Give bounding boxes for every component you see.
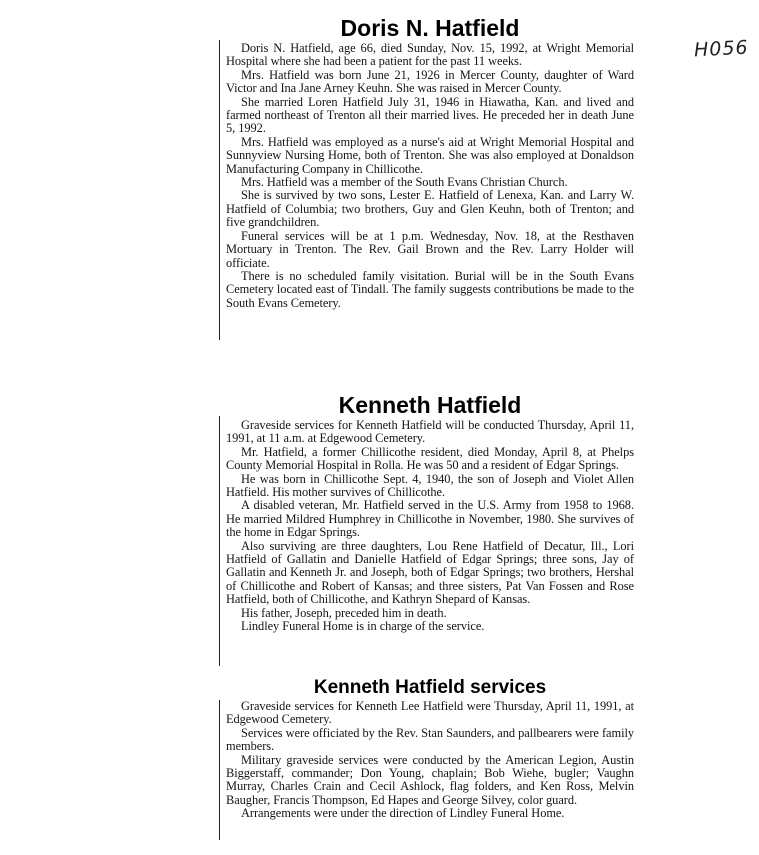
headline: Kenneth Hatfield <box>338 392 522 418</box>
paragraph: Graveside services for Kenneth Lee Hatfield were Thursday, April 11, 1991, at Edgewood Cemetery. <box>226 699 634 727</box>
headline: Doris N. Hatfield <box>340 15 520 41</box>
paragraph: Lindley Funeral Home is in charge of the service. <box>241 619 485 634</box>
paragraph: Doris N. Hatfield, age 66, died Sunday, Nov. 15, 1992, at Wright Memorial Hospital where she had been a patient for the past 11 weeks. <box>226 41 634 69</box>
column-rule <box>219 40 220 340</box>
kenneth-hatfield-services-notice <box>226 676 634 821</box>
paragraph: Mrs. Hatfield was a member of the South Evans Christian Church. <box>241 175 568 190</box>
paragraph: Graveside services for Kenneth Hatfield will be conducted Thursday, April 11, 1991, at 11 a.m. at Edgewood Cemetery. <box>226 418 634 446</box>
paragraph: Mr. Hatfield, a former Chillicothe resident, died Monday, April 8, at Phelps County Memorial Hospital in Rolla. He was 50 and a resident of Edgar Springs. <box>226 444 634 473</box>
column-rule <box>219 700 220 840</box>
paragraph: There is no scheduled family visitation. Burial will be in the South Evans Cemetery located east of Tindall. The family suggests contributions be made to the South Evans Cemetery. <box>226 268 634 310</box>
headline: Kenneth Hatfield services <box>313 677 547 698</box>
column-rule <box>219 416 220 666</box>
handwritten-annotation: H056 <box>693 36 750 62</box>
paragraph: Funeral services will be at 1 p.m. Wednesday, Nov. 18, at the Resthaven Mortuary in Trenton. The Rev. Gail Brown and the Rev. Larry Holder will officiate. <box>226 228 634 270</box>
paragraph: Mrs. Hatfield was born June 21, 1926 in Mercer County, daughter of Ward Victor and Ina Jane Arney Keuhn. She was raised in Mercer County. <box>226 67 634 96</box>
paragraph: He was born in Chillicothe Sept. 4, 1940, the son of Joseph and Violet Allen Hatfield. His mother survives of Chillicothe. <box>226 471 634 500</box>
paragraph: Services were officiated by the Rev. Stan Saunders, and pallbearers were family members. <box>226 725 634 754</box>
paragraph: A disabled veteran, Mr. Hatfield served in the U.S. Army from 1958 to 1968. He married Mildred Humphrey in Chillicothe in November, 1980. She survives of the home in Edgar Springs. <box>226 498 634 540</box>
paragraph: She married Loren Hatfield July 31, 1946 in Hiawatha, Kan. and lived and farmed northeast of Trenton all their married lives. He preceded her in death June 5, 1992. <box>226 94 634 136</box>
paragraph: Also surviving are three daughters, Lou Rene Hatfield of Decatur, Ill., Lori Hatfield of Gallatin and Danielle Hatfield of Edgar Springs; three sons, Jay of Gallatin and Kenneth Jr. and Joseph, both of Edgar Springs; two brothers, Hershal of Chillicothe and Robert of Kansas; and three sisters, Pat Van Fossen and Rose Hatfield, both of Chillicothe, and Kathryn Shepard of Kansas. <box>226 538 634 607</box>
paragraph: She is survived by two sons, Lester E. Hatfield of Lenexa, Kan. and Larry W. Hatfield of Columbia; two brothers, Guy and Glen Keuhn, both of Trenton; and five grandchildren. <box>226 188 634 230</box>
obituary-kenneth-hatfield <box>226 391 634 634</box>
paragraph: Mrs. Hatfield was employed as a nurse's aid at Wright Memorial Hospital and Sunnyview Nursing Home, both of Trenton. She was also employed at Donaldson Manufacturing Company in Chillicothe. <box>226 134 634 176</box>
paragraph: Arrangements were under the direction of Lindley Funeral Home. <box>241 806 565 821</box>
obituary-doris-hatfield <box>226 14 634 310</box>
paragraph: His father, Joseph, preceded him in death. <box>241 605 447 620</box>
paragraph: Military graveside services were conducted by the American Legion, Austin Biggerstaff, commander; Don Young, chaplain; Bob Wiehe, bugler; Vaughn Murray, Charles Crain and Cecil Ashlock, flag folders, and Ken Ross, Melvin Baugher, Francis Thompson, Ed Hapes and George Silvey, color guard. <box>226 752 634 807</box>
